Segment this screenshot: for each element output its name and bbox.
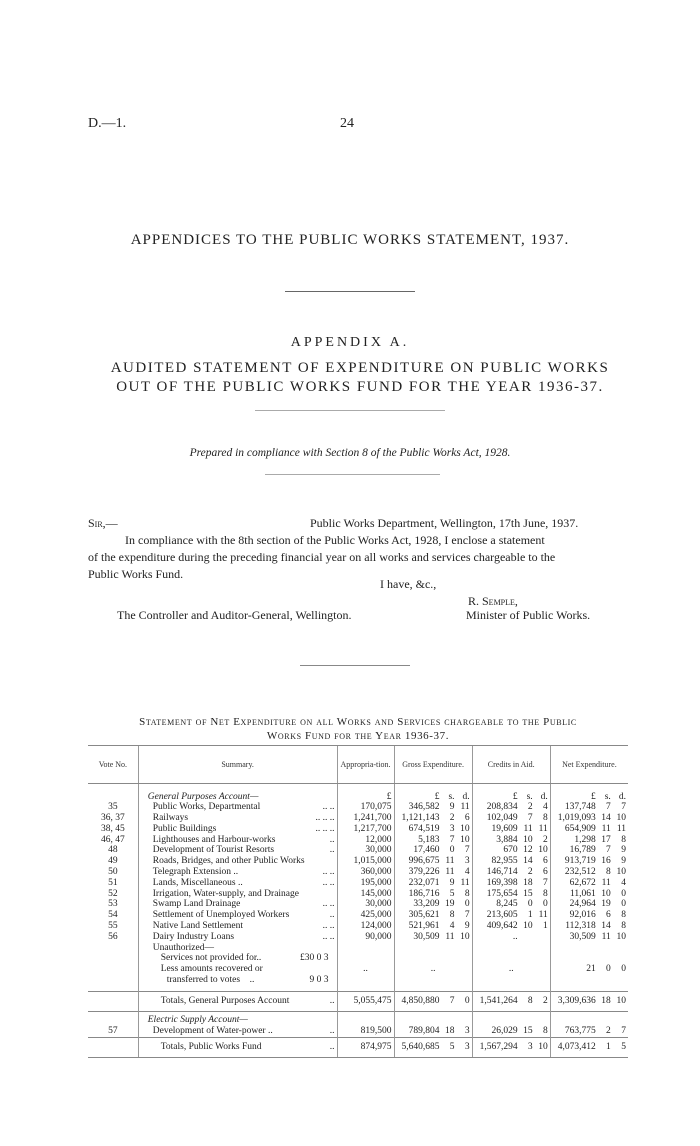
cell-vote: 52: [108, 888, 118, 899]
cell-gross: ..: [394, 964, 472, 975]
cell-net-d: 10: [616, 813, 626, 824]
cell-net-l: 1,298: [550, 835, 597, 846]
cell-gross-s: 11: [445, 931, 455, 942]
cell-net-l: 16,789: [550, 845, 597, 856]
cell-net-d: 8: [621, 834, 626, 845]
cell-net-l: 112,318: [550, 921, 597, 932]
letter-closing: I have, &c.,: [380, 577, 437, 591]
cell-credits-l: 409,642: [472, 921, 519, 932]
cell-gross-d: 4: [464, 867, 470, 878]
cell-credits-s: 15: [523, 1025, 533, 1036]
table-row: [88, 824, 628, 835]
divider: [265, 474, 440, 475]
cell-credits-d: 8: [543, 813, 548, 824]
total-net-s: 1: [598, 1037, 613, 1057]
total-gross-s: 7: [441, 992, 456, 1012]
table-row: [88, 802, 628, 813]
cell-net-l: 763,775: [550, 1026, 597, 1037]
unauthorized-row: [88, 975, 628, 986]
table-title-line2: Works Fund for the Year 1936-37.: [266, 730, 450, 742]
cell-summary: Settlement of Unemployed Workers ..: [138, 910, 337, 921]
cell-gross-l: 30,509: [394, 932, 441, 943]
table-row: [88, 1026, 628, 1037]
cell-approp: 1,015,000: [337, 856, 394, 867]
cell-credits-d: 4: [543, 802, 548, 813]
total-gross-d: 0: [457, 992, 473, 1012]
cell-gross-d: 3: [464, 856, 470, 867]
cell-credits-s: [520, 932, 535, 943]
cell-net-d: 8: [621, 921, 626, 932]
appendices-heading: APPENDICES TO THE PUBLIC WORKS STATEMENT, 1937.: [130, 232, 570, 248]
table-row: [88, 910, 628, 921]
total-gross-d: 3: [457, 1037, 473, 1057]
cell-net-l: 913,719: [550, 856, 597, 867]
unit: s.: [526, 791, 533, 802]
total-gross-l: 4,850,880: [394, 992, 441, 1012]
letter-body-line2: of the expenditure during the preceding financial year on all works and services chargeable to the: [88, 550, 556, 564]
cell-net-l: 24,964: [550, 899, 597, 910]
table-row: [88, 856, 628, 867]
cell-credits-s: 10: [523, 834, 533, 845]
cell-approp: 819,500: [337, 1026, 394, 1037]
cell-approp: 124,000: [337, 921, 394, 932]
cell-gross-s: 11: [445, 856, 455, 867]
cell-net-d: 10: [616, 931, 626, 942]
cell-gross-s: 4: [449, 921, 455, 932]
unit: d.: [462, 791, 470, 802]
cell-vote: 35: [108, 802, 118, 813]
page-number: 24: [340, 116, 354, 131]
cell-credits-l: 102,049: [472, 813, 519, 824]
cell-gross-l: 17,460: [394, 845, 441, 856]
cell-net-l: 21: [550, 964, 597, 975]
cell-gross-d: 10: [460, 931, 470, 942]
cell-credits-s: 14: [523, 856, 533, 867]
total-credits-s: 8: [520, 992, 535, 1012]
cell-credits-d: 10: [538, 845, 548, 856]
cell-net-d: 7: [621, 1025, 626, 1036]
cell-net-l: 232,512: [550, 867, 597, 878]
unit: £: [337, 792, 394, 803]
cell-gross-s: 5: [449, 888, 455, 899]
cell-summary: Development of Tourist Resorts ..: [138, 845, 337, 856]
cell-summary: Telegraph Extension .. .. ..: [138, 867, 337, 878]
signer-name: R. Semple,: [468, 594, 518, 608]
cell-credits-s: 1: [527, 910, 533, 921]
table-row: [88, 899, 628, 910]
unit: £: [550, 792, 597, 803]
total-credits-d: 2: [535, 992, 551, 1012]
total-gross-l: 5,640,685: [394, 1037, 441, 1057]
cell-approp: 425,000: [337, 910, 394, 921]
col-header-vote: Vote No.: [88, 746, 138, 784]
cell-net-l: 92,016: [550, 910, 597, 921]
total-net-l: 3,309,636: [550, 992, 597, 1012]
cell-net-s: 11: [601, 823, 611, 834]
cell-vote: 49: [108, 856, 118, 867]
cell-vote: 55: [108, 921, 118, 932]
cell-gross-l: 521,961: [394, 921, 441, 932]
cell-gross-s: 18: [445, 1025, 455, 1036]
total-credits-s: 3: [520, 1037, 535, 1057]
unit: d.: [540, 791, 548, 802]
cell-gross-d: 8: [464, 888, 470, 899]
cell-net-s: 10: [601, 888, 611, 899]
cell-credits-l: 3,884: [472, 835, 519, 846]
cell-gross-l: 379,226: [394, 867, 441, 878]
cell-vote: 48: [108, 845, 118, 856]
cell-summary: Swamp Land Drainage .. ..: [138, 899, 337, 910]
cell-credits-l: 208,834: [472, 802, 519, 813]
cell-net-d: 7: [621, 802, 626, 813]
cell-gross-d: 0: [464, 899, 470, 910]
cell-approp: 145,000: [337, 889, 394, 900]
col-header-gross: Gross Expenditure.: [394, 746, 472, 784]
statement-heading-line1: AUDITED STATEMENT OF EXPENDITURE ON PUBLIC WORKS: [110, 360, 610, 376]
cell-credits-l: 82,955: [472, 856, 519, 867]
cell-vote: 50: [108, 867, 118, 878]
cell-net-l: 62,672: [550, 878, 597, 889]
total-approp: 5,055,475: [337, 992, 394, 1012]
cell-gross-l: 232,071: [394, 878, 441, 889]
cell-net-d: 11: [616, 823, 626, 834]
table-row: [88, 813, 628, 824]
statement-heading: [60, 359, 660, 397]
cell-net-s: 2: [606, 1025, 611, 1036]
cell-summary: Roads, Bridges, and other Public Works: [138, 856, 337, 867]
cell-net-s: 17: [601, 834, 611, 845]
cell-gross-s: 0: [449, 845, 455, 856]
cell-gross-s: 9: [449, 877, 455, 888]
cell-gross-l: 674,519: [394, 824, 441, 835]
units-row: [88, 792, 628, 803]
cell-net-s: 16: [601, 856, 611, 867]
total-approp: 874,975: [337, 1037, 394, 1057]
cell-summary: Lands, Miscellaneous .. .. ..: [138, 878, 337, 889]
cell-credits-s: 10: [523, 921, 533, 932]
cell-gross-l: 305,621: [394, 910, 441, 921]
cell-net-s: 11: [601, 877, 611, 888]
cell-credits-d: 7: [543, 877, 548, 888]
cell-gross-s: 19: [445, 899, 455, 910]
cell-net-d: 9: [621, 845, 626, 856]
cell-approp: 30,000: [337, 899, 394, 910]
total-gross-s: 5: [441, 1037, 456, 1057]
table-title: [88, 715, 628, 743]
cell-credits-d: 1: [543, 921, 548, 932]
cell-credits-d: 6: [543, 856, 548, 867]
divider: [285, 291, 415, 292]
cell-gross-s: 11: [445, 867, 455, 878]
cell-credits-l: 19,609: [472, 824, 519, 835]
col-header-summary: Summary.: [138, 746, 337, 784]
cell-summary: Public Works, Departmental .. ..: [138, 802, 337, 813]
cell-net-s: 8: [606, 867, 611, 878]
cell-net-s: 14: [601, 813, 611, 824]
cell-credits-s: 2: [527, 867, 533, 878]
cell-gross-s: 7: [449, 834, 455, 845]
cell-approp: 1,241,700: [337, 813, 394, 824]
cell-credits-l: 8,245: [472, 899, 519, 910]
table-body: [88, 802, 628, 942]
total-row-general: [88, 992, 628, 1012]
unit: £: [472, 792, 519, 803]
table-row: [88, 932, 628, 943]
cell-summary: Irrigation, Water-supply, and Drainage: [138, 889, 337, 900]
unit: s.: [448, 791, 455, 802]
cell-approp: ..: [337, 964, 394, 975]
total-net-s: 18: [598, 992, 613, 1012]
cell-gross-d: 10: [460, 823, 470, 834]
cell-net-d: 10: [616, 867, 626, 878]
cell-credits-s: 11: [523, 823, 533, 834]
total-row-fund: [88, 1037, 628, 1057]
cell-vote: 53: [108, 899, 118, 910]
cell-gross-s: 8: [449, 910, 455, 921]
cell-net-d: 0: [621, 964, 626, 975]
cell-approp: 170,075: [337, 802, 394, 813]
cell-gross-l: 996,675: [394, 856, 441, 867]
table-row: [88, 845, 628, 856]
table-row: [88, 878, 628, 889]
col-header-net: Net Expenditure.: [550, 746, 628, 784]
cell-net-s: 7: [606, 845, 611, 856]
total-credits-l: 1,541,264: [472, 992, 519, 1012]
cell-credits-d: 11: [538, 910, 548, 921]
cell-credits-l: 169,398: [472, 878, 519, 889]
cell-gross-l: 186,716: [394, 889, 441, 900]
cell-gross-l: 33,209: [394, 899, 441, 910]
table-header-row: [88, 746, 628, 784]
cell-net-d: 0: [621, 888, 626, 899]
cell-credits-d: 11: [538, 823, 548, 834]
cell-net-s: 19: [601, 899, 611, 910]
cell-net-s: 14: [601, 921, 611, 932]
letter-body-line1: In compliance with the 8th section of the Public Works Act, 1928, I enclose a statement: [125, 533, 545, 547]
cell-net-l: 654,909: [550, 824, 597, 835]
expenditure-table: [88, 745, 628, 1058]
table-row: [88, 867, 628, 878]
cell-vote: 57: [108, 1025, 118, 1036]
cell-approp: 90,000: [337, 932, 394, 943]
cell-credits-d: 8: [543, 1025, 548, 1036]
recovered-amount: 9 0 3: [309, 975, 329, 986]
cell-credits-d: 6: [543, 867, 548, 878]
cell-gross-l: 5,183: [394, 835, 441, 846]
spacer-row: [88, 784, 628, 792]
cell-summary: Native Land Settlement .. ..: [138, 921, 337, 932]
cell-gross-l: 789,804: [394, 1026, 441, 1037]
cell-approp: 30,000: [337, 845, 394, 856]
cell-credits-s: 18: [523, 877, 533, 888]
cell-credits-l: 146,714: [472, 867, 519, 878]
cell-gross-l: 1,121,143: [394, 813, 441, 824]
place-date: Public Works Department, Wellington, 17th June, 1937.: [310, 516, 579, 530]
cell-credits-d: 2: [543, 834, 548, 845]
divider: [300, 665, 410, 666]
unauthorized-row: [88, 953, 628, 964]
cell-credits-s: 2: [527, 802, 533, 813]
section-row-electric: [88, 1012, 628, 1026]
cell-credits-l: ..: [472, 932, 519, 943]
cell-gross-d: 11: [460, 802, 470, 813]
cell-net-s: 0: [606, 964, 611, 975]
cell-gross-d: 6: [464, 813, 470, 824]
section-title-electric: Electric Supply Account—: [138, 1012, 337, 1026]
cell-gross-d: 9: [464, 921, 470, 932]
cell-credits-l: 213,605: [472, 910, 519, 921]
total-net-d: 5: [613, 1037, 628, 1057]
cell-credits-s: 12: [523, 845, 533, 856]
prepared-note: Prepared in compliance with Section 8 of the Public Works Act, 1928.: [189, 447, 511, 459]
cell-net-d: 8: [621, 910, 626, 921]
cell-vote: 56: [108, 931, 118, 942]
col-header-credits: Credits in Aid.: [472, 746, 550, 784]
section-title-general: General Purposes Account—: [138, 792, 337, 803]
total-net-d: 10: [613, 992, 628, 1012]
cell-approp: 1,217,700: [337, 824, 394, 835]
cell-credits-s: 0: [527, 899, 533, 910]
unauthorized-title: Unauthorized—: [138, 943, 337, 954]
cell-vote: 46, 47: [101, 834, 125, 845]
cell-summary: Development of Water-power .. ..: [138, 1026, 337, 1037]
cell-credits-s: 15: [523, 888, 533, 899]
appendix-title: APPENDIX A.: [290, 335, 410, 350]
cell-summary: Railways .. .. ..: [138, 813, 337, 824]
table-row: [88, 835, 628, 846]
cell-net-l: 1,019,093: [550, 813, 597, 824]
total-label: Totals, General Purposes Account ..: [138, 992, 337, 1012]
cell-gross-s: 2: [449, 813, 455, 824]
cell-credits-l: 175,654: [472, 889, 519, 900]
cell-gross-d: 3: [464, 1025, 470, 1036]
cell-vote: 38, 45: [101, 823, 125, 834]
cell-vote: 51: [108, 877, 118, 888]
cell-credits: ..: [472, 964, 550, 975]
cell-vote: 54: [108, 910, 118, 921]
cell-net-d: 0: [621, 899, 626, 910]
unit: s.: [604, 791, 611, 802]
total-credits-d: 10: [535, 1037, 551, 1057]
table-row: [88, 921, 628, 932]
cell-gross-l: 346,582: [394, 802, 441, 813]
cell-credits-d: 0: [543, 899, 548, 910]
cell-gross-d: 7: [464, 910, 470, 921]
cell-net-d: 9: [621, 856, 626, 867]
unauthorized-line3: transferred to votes .. 9 0 3: [138, 975, 337, 986]
cell-summary: Dairy Industry Loans .. ..: [138, 932, 337, 943]
letter-body-line3: Public Works Fund.: [88, 567, 184, 581]
cell-gross-d: 7: [464, 845, 470, 856]
total-credits-l: 1,567,294: [472, 1037, 519, 1057]
col-header-appropriation: Appropria-tion.: [337, 746, 394, 784]
cell-credits-d: [535, 932, 551, 943]
addressee: The Controller and Auditor-General, Wellington.: [117, 608, 352, 622]
unauthorized-line1: Services not provided for.. £30 0 3: [138, 953, 337, 964]
cell-gross-d: 10: [460, 834, 470, 845]
cell-gross-d: 11: [460, 877, 470, 888]
cell-credits-l: 670: [472, 845, 519, 856]
table-title-line1: Statement of Net Expenditure on all Works and Services chargeable to the Public: [139, 716, 577, 728]
cell-approp: 12,000: [337, 835, 394, 846]
cell-net-l: 11,061: [550, 889, 597, 900]
cell-vote: 36, 37: [101, 813, 125, 824]
unauthorized-row: [88, 964, 628, 975]
total-net-l: 4,073,412: [550, 1037, 597, 1057]
cell-net-s: 6: [606, 910, 611, 921]
cell-summary: Lighthouses and Harbour-works ..: [138, 835, 337, 846]
cell-summary: Public Buildings .. .. ..: [138, 824, 337, 835]
cell-credits-s: 7: [527, 813, 533, 824]
table-row: [88, 889, 628, 900]
cell-net-l: 137,748: [550, 802, 597, 813]
document-reference: D.—1.: [88, 116, 127, 131]
cell-approp: 360,000: [337, 867, 394, 878]
unauthorized-amount: £30 0 3: [300, 953, 329, 964]
cell-credits-l: 26,029: [472, 1026, 519, 1037]
cell-gross-s: 9: [449, 802, 455, 813]
unauthorized-title-row: [88, 943, 628, 954]
unauthorized-line2: Less amounts recovered or: [138, 964, 337, 975]
cell-net-s: 11: [601, 931, 611, 942]
total-label: Totals, Public Works Fund ..: [138, 1037, 337, 1057]
salutation: Sir,—: [88, 516, 118, 530]
divider: [255, 410, 445, 411]
cell-net-s: 7: [606, 802, 611, 813]
cell-approp: 195,000: [337, 878, 394, 889]
cell-gross-s: 3: [449, 823, 455, 834]
cell-net-l: 30,509: [550, 932, 597, 943]
unit: £: [394, 792, 441, 803]
unit: d.: [618, 791, 626, 802]
cell-credits-d: 8: [543, 888, 548, 899]
statement-heading-line2: OUT OF THE PUBLIC WORKS FUND FOR THE YEAR 1936-37.: [116, 379, 604, 395]
cell-net-d: 4: [621, 877, 626, 888]
signer-title: Minister of Public Works.: [466, 608, 591, 622]
